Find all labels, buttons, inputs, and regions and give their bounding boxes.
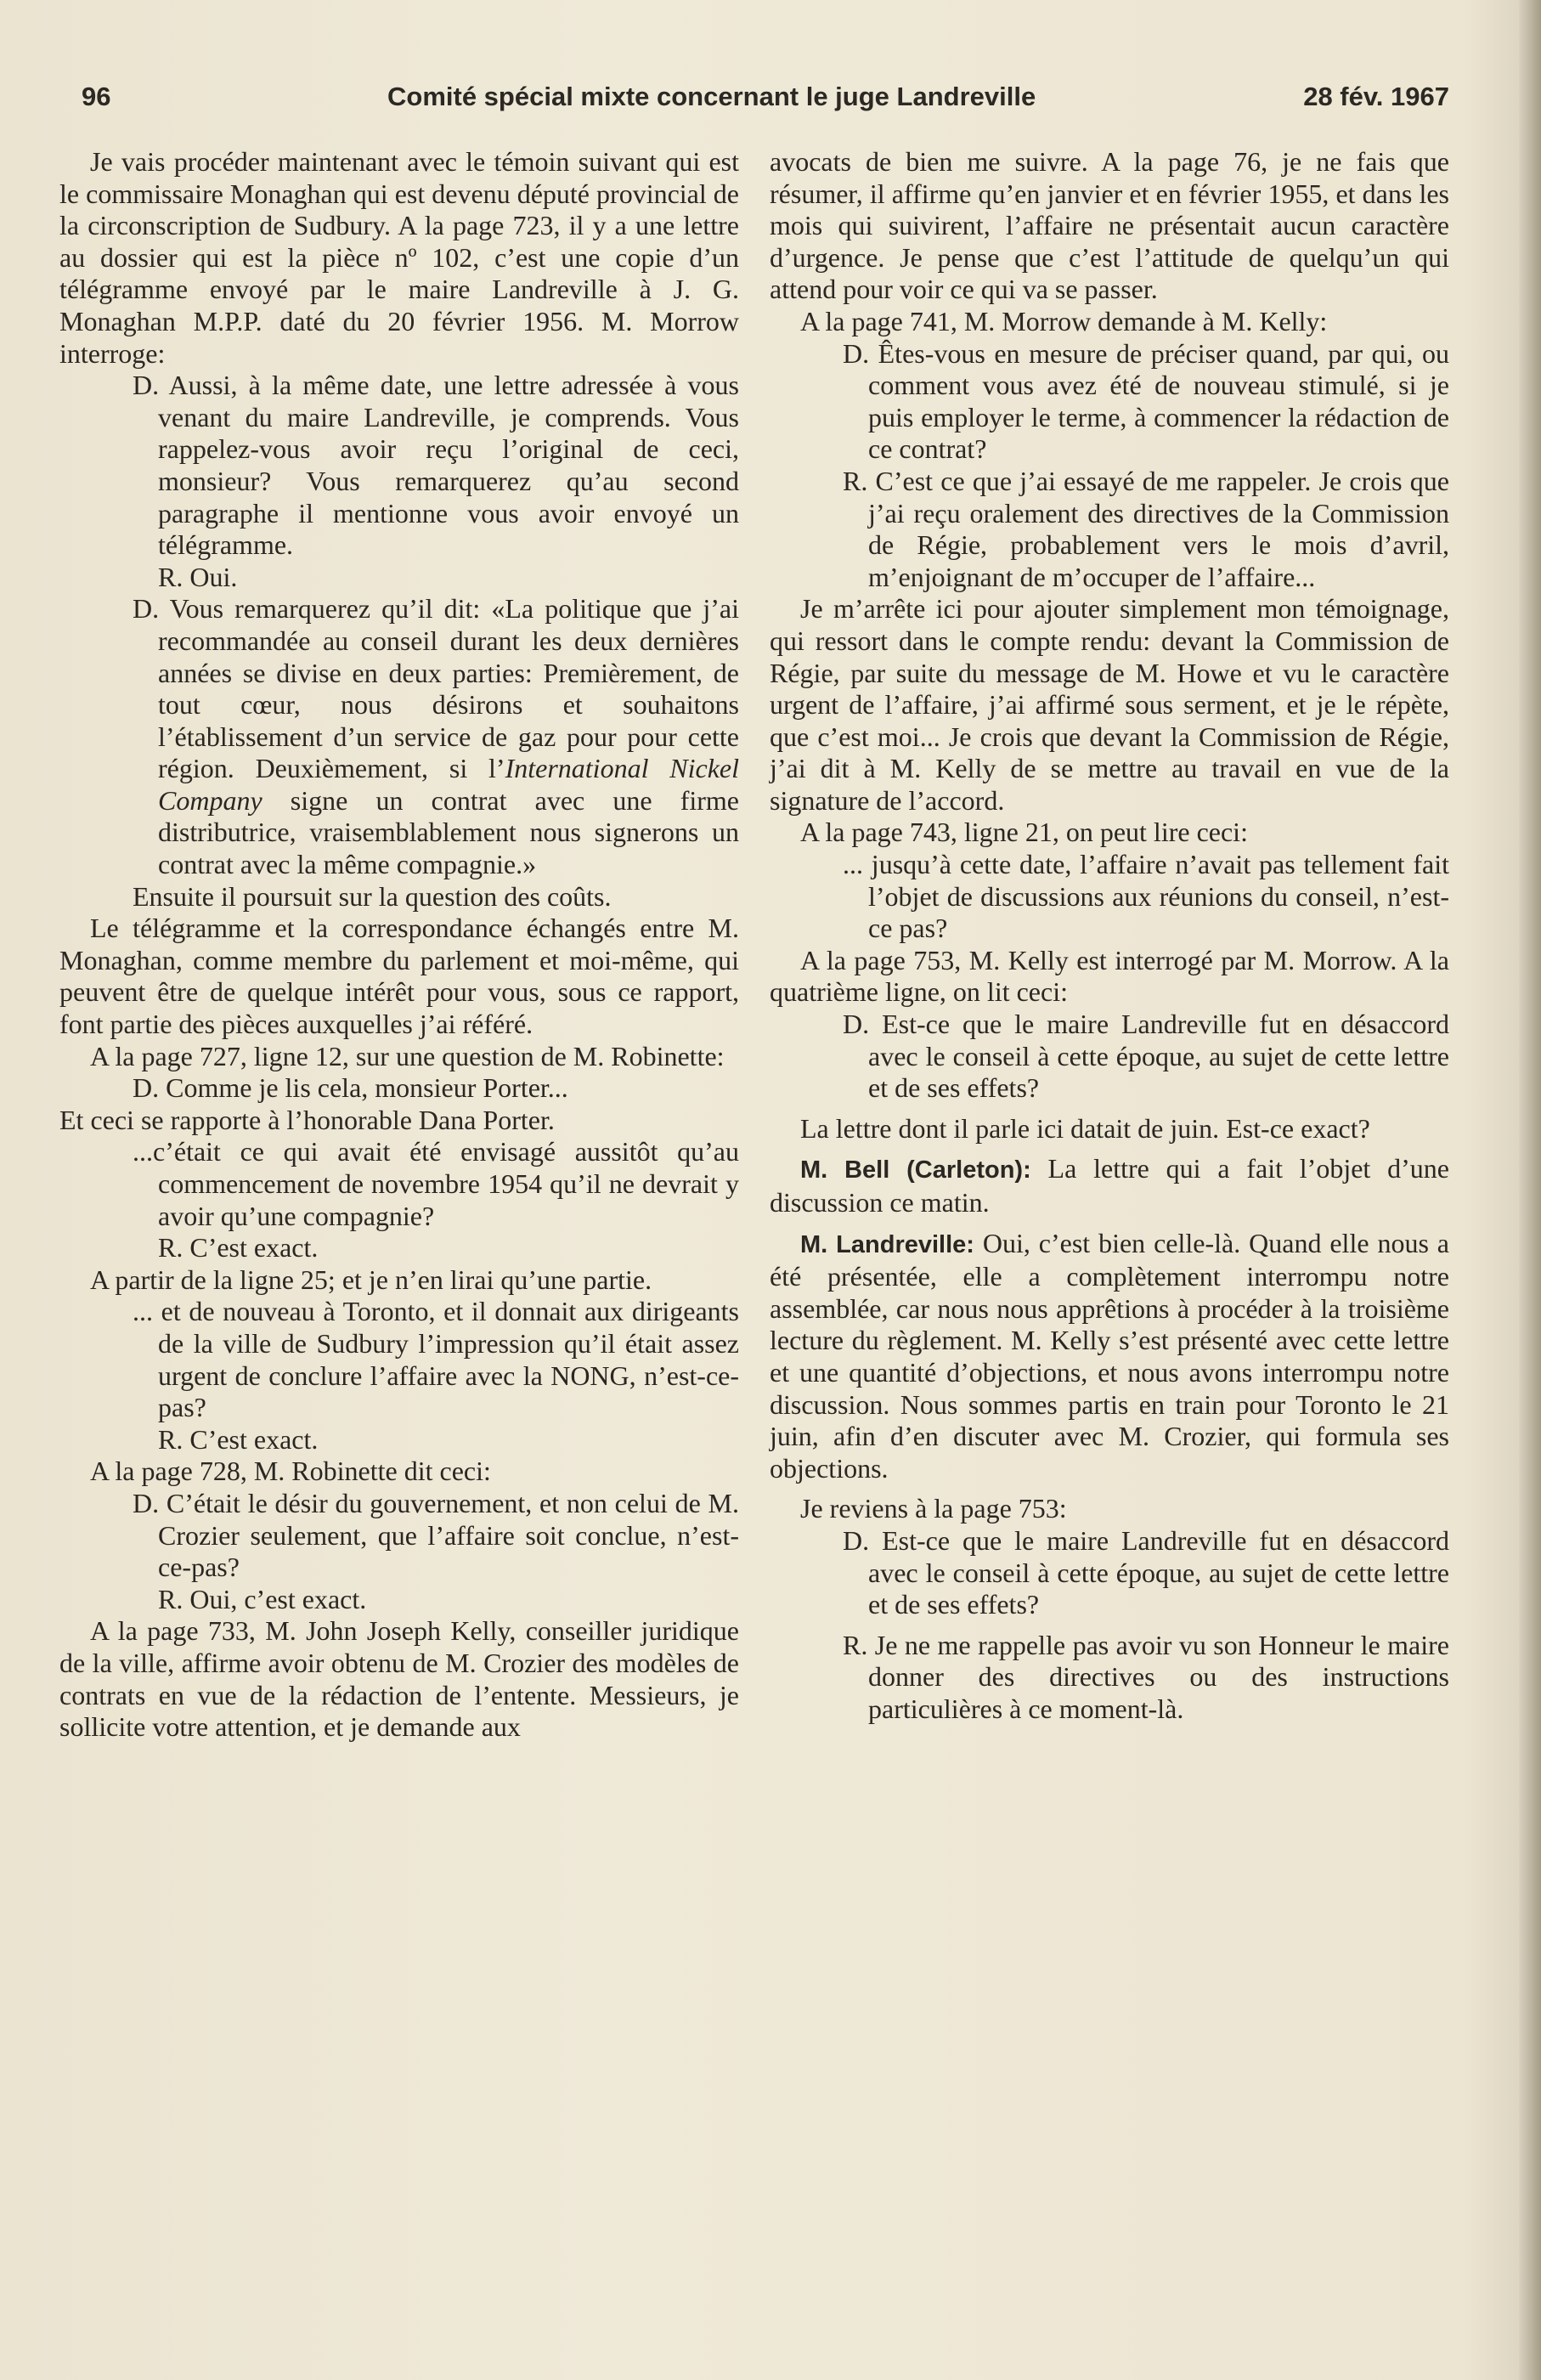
page-number: 96 <box>82 82 111 111</box>
quote-end: signe un contrat avec une firme distributrice, vraisemblablement nous signerons un contrat avec la même compagnie.» <box>158 784 739 880</box>
paragraph: Je reviens à la page 753: <box>800 1493 1067 1524</box>
answer: R. C’est ce que j’ai essayé de me rappeler. Je crois que j’ai reçu oralement des directives de la Commission de Régie, probablement vers le mois d’avril, m’enjoignant de m’occuper de l’affaire... <box>843 465 1449 592</box>
paragraph: A la page 743, ligne 21, on peut lire ceci: <box>800 817 1248 848</box>
paragraph: La lettre dont il parle ici datait de juin. Est-ce exact? <box>800 1112 1370 1144</box>
question: D. Est-ce que le maire Landreville fut en désaccord avec le conseil à cette époque, au sujet de cette lettre et de ses effets? <box>843 1009 1449 1104</box>
question: D. C’était le désir du gouvernement, et non celui de M. Crozier seulement, que l’affaire soit conclue, n’est-ce-pas? <box>133 1487 739 1583</box>
question: D. Est-ce que le maire Landreville fut en désaccord avec le conseil à cette époque, au sujet de cette lettre et de ses effets? <box>843 1524 1449 1620</box>
answer: R. Oui. <box>158 561 238 592</box>
right-column <box>770 146 1449 1726</box>
running-header <box>82 82 1449 124</box>
speaker-name: M. Bell (Carleton): <box>800 1156 1031 1184</box>
paragraph: Je m’arrête ici pour ajouter simplement mon témoignage, qui ressort dans le compte rendu: devant la Commission de Régie, par suite du message de M. Howe et vu le caractère urgent de l’affaire, j’ai affirmé sous serment, et je le répète, que c’est moi... Je crois que devant la Commission de Régie, j’ai dit à M. Kelly de se mettre au travail en vue de la signature de l’accord. <box>770 593 1449 816</box>
answer: R. Oui, c’est exact. <box>158 1583 367 1614</box>
header-title: Comité spécial mixte concernant le juge Landreville <box>387 82 1036 111</box>
speech-landreville <box>770 1228 1449 1485</box>
page-spine-shadow <box>1519 0 1541 2380</box>
paragraph: Le télégramme et la correspondance échangés entre M. Monaghan, comme membre du parlement et moi-même, qui peuvent être de quelque intérêt pour vous, sous ce rapport, font partie des pièces auxquelles j’ai référé. <box>59 913 739 1040</box>
answer: R. C’est exact. <box>158 1232 319 1263</box>
header-date: 28 fév. 1967 <box>1303 82 1449 111</box>
answer: R. Je ne me rappelle pas avoir vu son Honneur le maire donner des directives ou des instructions particulières à ce moment-là. <box>843 1629 1449 1724</box>
question: ...c’était ce qui avait été envisagé aussitôt qu’au commencement de novembre 1954 qu’il ne devrait y avoir qu’une compagnie? <box>133 1136 739 1231</box>
answer: R. C’est exact. <box>158 1423 319 1455</box>
speaker-name: M. Landreville: <box>800 1230 974 1258</box>
paragraph: Et ceci se rapporte à l’honorable Dana Porter. <box>59 1104 555 1135</box>
question: ... et de nouveau à Toronto, et il donnait aux dirigeants de la ville de Sudbury l’impression qu’il était assez urgent de conclure l’affaire avec la NONG, n’est-ce-pas? <box>133 1296 739 1423</box>
paragraph: Ensuite il poursuit sur la question des coûts. <box>133 880 612 912</box>
paragraph: A la page 741, M. Morrow demande à M. Kelly: <box>800 305 1328 336</box>
paragraph: A partir de la ligne 25; et je n’en lirai qu’une partie. <box>90 1263 652 1295</box>
question-quote <box>59 593 739 880</box>
paragraph: A la page 733, M. John Joseph Kelly, conseiller juridique de la ville, affirme avoir obtenu de M. Crozier des modèles de contrats en vue de la rédaction de l’entente. Messieurs, je sollicite votre attention, et je demande aux <box>59 1615 739 1743</box>
speech-bell <box>770 1153 1449 1218</box>
question: ... jusqu’à cette date, l’affaire n’avait pas tellement fait l’objet de discussions aux réunions du conseil, n’est-ce pas? <box>843 849 1449 944</box>
left-column <box>59 146 739 1744</box>
question: D. Comme je lis cela, monsieur Porter... <box>133 1072 568 1104</box>
question: D. Êtes-vous en mesure de préciser quand, par qui, ou comment vous avez été de nouveau stimulé, si je puis employer le terme, à commencer la rédaction de ce contrat? <box>843 337 1449 465</box>
paragraph: A la page 728, M. Robinette dit ceci: <box>90 1456 491 1487</box>
paragraph: A la page 753, M. Kelly est interrogé par M. Morrow. A la quatrième ligne, on lit ceci: <box>770 944 1449 1008</box>
speech-text: Oui, c’est bien celle-là. Quand elle nous a été présentée, elle a complètement interrompu notre assemblée, car nous nous apprêtions à procéder à la troisième lecture du règlement. M. Kelly s’est présenté avec cette lettre et une quantité d’objections, et nous avons interrompu notre discussion. Nous sommes partis en train pour Toronto le 21 juin, afin d’en discuter avec M. Crozier, qui formula ses objections. <box>770 1227 1449 1484</box>
paragraph: A la page 727, ligne 12, sur une question de M. Robinette: <box>90 1040 725 1071</box>
quote-start: D. Vous remarquerez qu’il dit: «La politique que j’ai recommandée au conseil durant les deux dernières années se divise en deux parties: Premièrement, de tout cœur, nous désirons et souhaitons l’établissement d’un service de gaz pour pour cette région. Deuxièmement, si l’ <box>133 593 739 784</box>
paragraph: Je vais procéder maintenant avec le témoin suivant qui est le commissaire Monaghan qui est devenu député provincial de la circonscription de Sudbury. A la page 723, il y a une lettre au dossier qui est la pièce nº 102, c’est une copie d’un télégramme envoyé par le maire Landreville à J. G. Monaghan M.P.P. daté du 20 février 1956. M. Morrow interroge: <box>59 146 739 369</box>
quote-italic: International Nickel Company <box>158 753 740 816</box>
speech-text: La lettre qui a fait l’objet d’une discussion ce matin. <box>770 1153 1449 1218</box>
paragraph: avocats de bien me suivre. A la page 76, je ne fais que résumer, il affirme qu’en janvier et en février 1955, et dans les mois qui suivirent, l’affaire ne présentait aucun caractère d’urgence. Je pense que c’est l’attitude de quelqu’un qui attend pour voir ce qui va se passer. <box>770 146 1449 305</box>
question: D. Aussi, à la même date, une lettre adressée à vous venant du maire Landreville, je comprends. Vous rappelez-vous avoir reçu l’original de ceci, monsieur? Vous remarquerez qu’au second paragraphe il mentionne vous avoir envoyé un télégramme. <box>133 370 739 561</box>
